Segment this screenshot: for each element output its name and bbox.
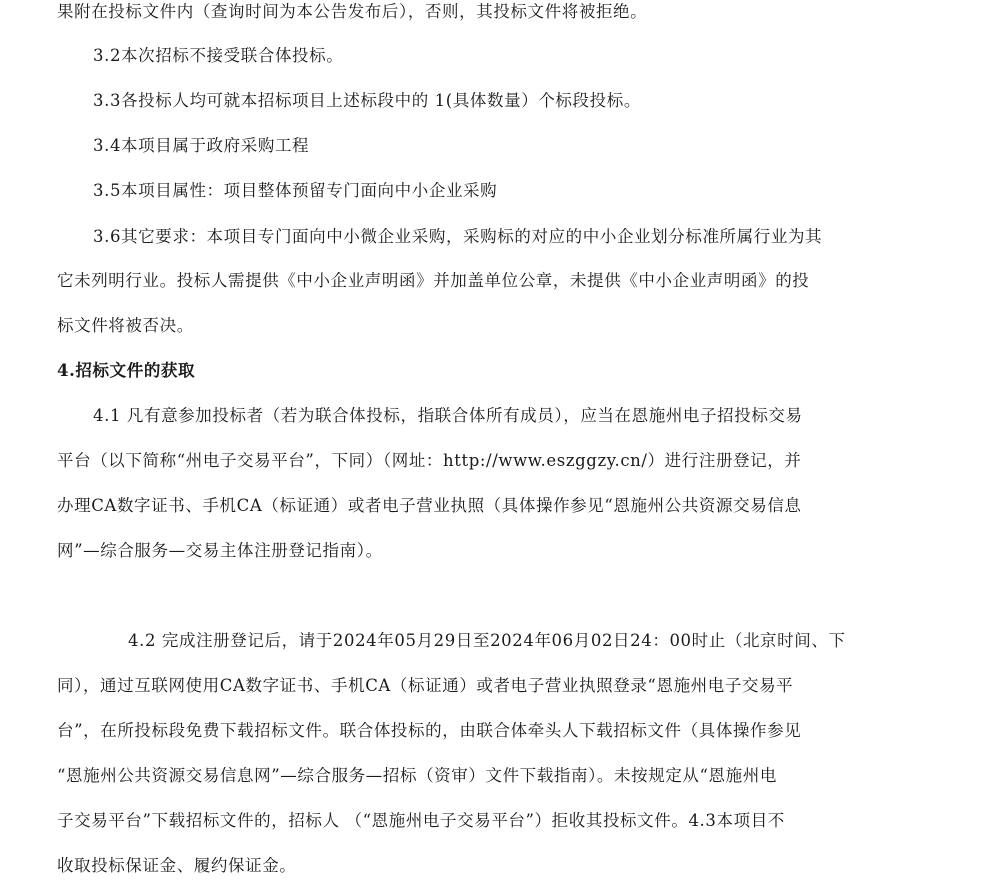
clause-4-2-line-3: 台”，在所投标段免费下载招标文件。联合体投标的，由联合体牵头人下载招标文件（具体操作参见 (57, 721, 802, 740)
clause-4-1-line-3: 办理CA数字证书、手机CA（标证通）或者电子营业执照（具体操作参见“恩施州公共资源交易信息 (57, 496, 802, 515)
clause-3-5: 3.5本项目属性：项目整体预留专门面向中小企业采购 (93, 181, 498, 200)
clause-4-1-line-2: 平台（以下简称“州电子交易平台”，下同）（网址：http://www.eszggzy.cn/）进行注册登记，并 (57, 451, 802, 470)
clause-3-6-line-3: 标文件将被否决。 (57, 316, 194, 335)
clause-3-2: 3.2本次招标不接受联合体投标。 (93, 46, 344, 65)
clause-4-2-line-1: 4.2 完成注册登记后，请于2024年05月29日至2024年06月02日24：00时止（北京时间、下 (128, 631, 846, 650)
clause-4-2-line-5: 子交易平台”下载招标文件的，招标人 （“恩施州电子交易平台”）拒收其投标文件。4.3本项目不 (57, 811, 785, 830)
clause-4-1-line-4: 网”—综合服务—交易主体注册登记指南）。 (57, 541, 383, 560)
paragraph-line: 果附在投标文件内（查询时间为本公告发布后），否则，其投标文件将被拒绝。 (57, 2, 648, 21)
clause-4-2-line-6: 收取投标保证金、履约保证金。 (57, 856, 297, 875)
clause-4-2-line-2: 同），通过互联网使用CA数字证书、手机CA（标证通）或者电子营业执照登录“恩施州电子交易平 (57, 676, 794, 695)
clause-3-4: 3.4本项目属于政府采购工程 (93, 136, 310, 155)
clause-3-6-line-2: 它未列明行业。投标人需提供《中小企业声明函》并加盖单位公章，未提供《中小企业声明函》的投 (57, 271, 810, 290)
clause-4-1-line-1: 4.1 凡有意参加投标者（若为联合体投标，指联合体所有成员），应当在恩施州电子招投标交易 (93, 406, 803, 425)
clause-3-3: 3.3各投标人均可就本招标项目上述标段中的 1(具体数量）个标段投标。 (93, 91, 641, 110)
section-heading-4: 4.招标文件的获取 (57, 361, 196, 380)
clause-3-6-line-1: 3.6其它要求：本项目专门面向中小微企业采购，采购标的对应的中小企业划分标准所属行业为其 (93, 227, 823, 246)
clause-4-2-line-4: “恩施州公共资源交易信息网”—综合服务—招标（资审）文件下载指南）。未按规定从“恩施州电 (57, 766, 777, 785)
